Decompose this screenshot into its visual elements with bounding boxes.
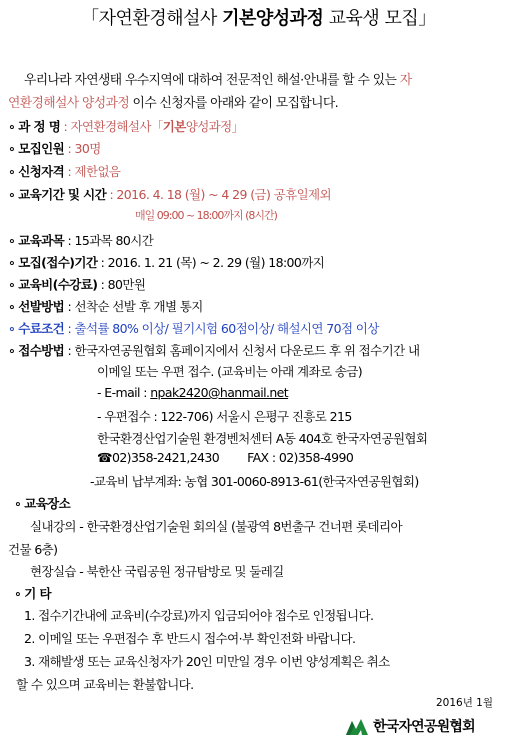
item-period-time: 매일 09:00 ~ 18:00까지 (8시간) [135, 209, 277, 222]
item-completion: ∘ 수료조건 : 출석률 80% 이상/ 필기시험 60점이상/ 해설시연 70점 이상 [8, 321, 379, 336]
email-link[interactable]: npak2420@hanmail.net [150, 385, 289, 400]
notice-date: 2016년 1월 [435, 697, 493, 709]
apply-account: -교육비 납부계좌: 농협 301-0060-8913-61(한국자연공원협회) [90, 474, 419, 489]
etc-heading: ∘ 기 타 [14, 586, 51, 601]
apply-contact [97, 450, 353, 465]
venue-indoor: 실내강의 - 한국환경산업기술원 회의실 (불광역 8번출구 건너편 롯데리아 [30, 519, 402, 534]
item-course: ∘ 과 정 명 : 자연환경해설사「기본양성과정」 [8, 119, 244, 134]
fax-number: FAX : 02)358-4990 [247, 450, 354, 465]
etc-note-3-cont: 할 수 있으며 교육비는 환불합니다. [16, 677, 194, 692]
npak-logo-icon [345, 716, 369, 736]
item-recruit: ∘ 모집(접수)기간 : 2016. 1. 21 (목) ~ 2. 29 (월) 18:00까지 [8, 255, 325, 270]
page-title: 「자연환경해설사 기본양성과정 교육생 모집」 [81, 8, 436, 29]
etc-note-3: 3. 재해발생 또는 교육신청자가 20인 미만일 경우 이번 양성계획은 취소 [24, 654, 390, 669]
intro-line-2: 연환경해설사 양성과정 이수 신청자를 아래와 같이 모집합니다. [8, 96, 339, 111]
apply-address: 한국환경산업기술원 환경벤처센터 A동 404호 한국자연공원협회 [97, 431, 428, 446]
item-selection: ∘ 선발방법 : 선착순 선발 후 개별 통지 [8, 299, 203, 314]
apply-email: - E-mail : npak2420@hanmail.net [97, 385, 289, 400]
etc-note-2: 2. 이메일 또는 우편접수 후 반드시 접수여·부 확인전화 바랍니다. [24, 631, 356, 646]
apply-post: - 우편접수 : 122-706) 서울시 은평구 진흥로 215 [97, 409, 352, 424]
venue-heading: ∘ 교육장소 [14, 496, 71, 511]
item-fee: ∘ 교육비(수강료) : 80만원 [8, 277, 146, 292]
item-apply: ∘ 접수방법 : 한국자연공원협회 홈페이지에서 신청서 다운로드 후 위 접수기간 내 [8, 343, 420, 358]
org-name: 한국자연공원협회 [373, 719, 475, 735]
intro-line-1: 우리나라 자연생태 우수지역에 대하여 전문적인 해설·안내를 할 수 있는 자 [24, 73, 412, 88]
org-logo [345, 716, 475, 736]
item-period: ∘ 교육기간 및 시간 : 2016. 4. 18 (월) ~ 4 29 (금) 공휴일제외 [8, 187, 332, 202]
etc-note-1: 1. 접수기간내에 교육비(수강료)까지 입금되어야 접수로 인정됩니다. [24, 608, 374, 623]
item-qualification: ∘ 신청자격 : 제한없음 [8, 164, 121, 179]
venue-field: 현장실습 - 북한산 국립공원 정규탐방로 및 둘레길 [30, 564, 284, 579]
item-capacity: ∘ 모집인원 : 30명 [8, 141, 101, 156]
venue-indoor-cont: 건물 6층) [8, 542, 58, 557]
phone-number: ☎02)358-2421,2430 [97, 450, 220, 465]
apply-line-2: 이메일 또는 우편 접수. (교육비는 아래 계좌로 송금) [97, 364, 363, 379]
item-subjects: ∘ 교육과목 : 15과목 80시간 [8, 233, 154, 248]
